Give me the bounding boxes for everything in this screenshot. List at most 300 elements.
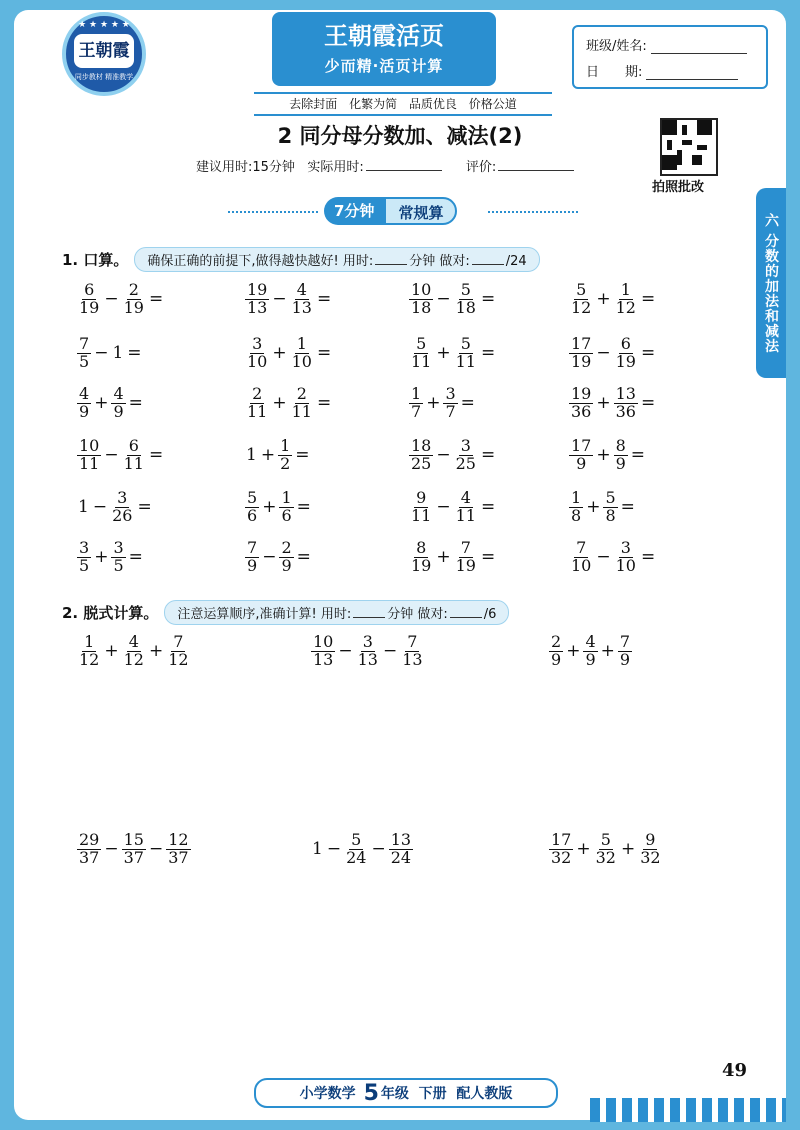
denominator: 13 [402,649,423,669]
denominator: 8 [605,505,616,525]
operator: + [576,839,591,860]
fraction [290,336,314,371]
fraction [569,336,593,371]
fraction [569,282,593,317]
fraction [77,832,101,867]
question-2-tip [164,600,509,625]
evaluation-label: 评价: [465,160,497,175]
lesson-title: 2 同分母分数加、减法(2) [277,124,523,148]
denominator: 19 [571,351,592,371]
fraction [110,490,134,525]
denominator: 13 [247,297,268,317]
operator: = [640,343,656,364]
decorative-stripes [590,1098,786,1122]
operator: = [640,393,656,414]
denominator: 11 [455,351,476,371]
denominator: 32 [595,847,616,867]
numerator: 19 [571,384,592,403]
numerator: 10 [313,632,334,651]
denominator: 12 [79,649,100,669]
denominator: 37 [79,847,100,867]
fraction [618,634,632,669]
oral-problem [568,282,657,317]
class-info-box [572,25,768,89]
oral-problem [76,386,145,421]
numerator: 13 [615,384,636,403]
oral-problem [76,490,154,525]
denominator: 5 [79,555,90,575]
operator: = [620,497,635,518]
denominator: 9 [585,649,596,669]
numerator: 17 [571,436,592,455]
question-2-header [62,600,509,625]
tip-text: 分钟 做对: [387,607,448,622]
operator: − [104,445,119,466]
denominator: 5 [79,351,90,371]
denominator: 36 [615,401,636,421]
oral-problem [568,438,647,473]
numerator: 8 [615,436,626,455]
qr-label: 拍照批改 [652,180,705,195]
denominator: 24 [390,847,412,867]
numerator: 2 [281,538,292,557]
tip-text: /6 [483,607,497,622]
denominator: 32 [551,847,572,867]
denominator: 25 [455,453,476,473]
denominator: 9 [551,649,562,669]
book-footer [254,1078,558,1108]
operator: = [148,445,164,466]
denominator: 5 [113,555,124,575]
chapter-tab: 六 分数的加法和减法 [756,188,786,378]
numerator: 2 [252,384,263,403]
operator: − [596,547,611,568]
operator: − [148,839,164,860]
numerator: 7 [79,334,90,353]
question-2-title: 2. 脱式计算。 [62,604,159,622]
oral-problem [244,540,313,575]
numerator: 3 [79,538,90,557]
fraction [279,540,293,575]
operator: = [316,343,332,364]
oral-problem [244,282,333,317]
fraction [569,490,583,525]
numerator: 5 [460,334,471,353]
numerator: 1 [296,334,307,353]
numerator: 5 [247,488,258,507]
oral-problem [244,386,333,421]
brand-banner [272,12,496,86]
numerator: 3 [460,436,471,455]
time-blank[interactable] [353,605,385,618]
operator: + [272,393,287,414]
denominator: 10 [615,555,636,575]
numerator: 1 [620,280,631,299]
numerator: 6 [84,280,95,299]
numerator: 5 [605,488,616,507]
fraction [454,336,478,371]
section-header [324,197,457,225]
fraction [77,386,91,421]
denominator: 9 [615,453,626,473]
fraction [400,634,424,669]
fraction [245,490,259,525]
oral-problem [568,540,657,575]
class-name-field[interactable] [651,41,747,54]
operator: − [338,641,353,662]
numerator: 1 [411,384,422,403]
numerator: 6 [620,334,631,353]
question-1-header [62,247,540,272]
operator: = [640,547,656,568]
fraction [389,832,413,867]
numerator: 2 [128,280,139,299]
denominator: 9 [113,401,124,421]
fraction [245,540,259,575]
logo-tagline: 同步教材 精准教学 [74,73,134,81]
numerator: 19 [247,280,268,299]
numerator: 9 [416,488,427,507]
numerator: 5 [576,280,587,299]
fraction [122,438,146,473]
operator: − [382,641,398,662]
operator: = [640,289,656,310]
operator: − [596,343,611,364]
publisher-logo [62,12,146,96]
denominator: 9 [247,555,258,575]
operator: = [128,393,143,414]
tip-text: 分钟 做对: [409,254,470,269]
oral-problem [408,386,477,421]
oral-problem [244,438,312,473]
operator: + [262,497,277,518]
numerator: 7 [460,538,471,557]
fraction [409,490,433,525]
numerator: 4 [296,280,307,299]
oral-problem [568,490,637,525]
denominator: 37 [123,847,144,867]
denominator: 13 [313,649,334,669]
question-1-title: 1. 口算。 [62,251,129,269]
operator: − [94,343,109,364]
written-problem [310,634,426,669]
operator: = [148,289,164,310]
fraction [245,336,269,371]
denominator: 11 [247,401,268,421]
operator: + [426,393,441,414]
fraction [454,282,478,317]
fraction [290,282,314,317]
denominator: 10 [247,351,268,371]
fraction [77,634,101,669]
denominator: 19 [615,351,636,371]
denominator: 7 [445,401,456,421]
fraction [454,540,478,575]
numerator: 13 [390,830,412,849]
fraction [409,438,433,473]
section-name: 常规算 [384,197,457,225]
numerator: 1 [281,488,292,507]
denominator: 6 [247,505,258,525]
date-field[interactable] [646,67,738,80]
footer-volume: 下册 [418,1086,447,1102]
denominator: 10 [571,555,592,575]
numerator: 12 [168,830,189,849]
operator: + [94,547,109,568]
operator: = [316,289,332,310]
oral-problem [76,540,145,575]
fraction [549,634,563,669]
oral-problem [408,540,497,575]
numerator: 4 [460,488,471,507]
fraction [614,336,638,371]
numerator: 3 [113,538,124,557]
numerator: 1 [84,632,95,651]
denominator: 18 [411,297,432,317]
fraction [122,282,146,317]
fraction [344,832,368,867]
denominator: 37 [168,847,189,867]
operator: − [436,445,451,466]
denominator: 11 [123,453,144,473]
operator: + [600,641,615,662]
fraction [77,540,91,575]
denominator: 11 [411,351,432,371]
oral-problem [76,336,144,371]
motto: 去除封面 化繁为简 品质优良 价格公道 [254,92,552,116]
denominator: 32 [640,847,661,867]
numerator: 15 [123,830,144,849]
whole-number: 1 [112,343,124,364]
oral-problem [76,282,165,317]
operator: − [104,839,119,860]
numerator: 1 [280,436,291,455]
operator: = [296,547,311,568]
numerator: 3 [117,488,128,507]
numerator: 7 [247,538,258,557]
fraction [311,634,335,669]
fraction [443,386,457,421]
operator: = [127,343,142,364]
logo-text: 王朝霞 [74,34,134,68]
fraction [594,832,618,867]
numerator: 10 [79,436,100,455]
whole-number: 1 [246,445,257,466]
denominator: 18 [455,297,476,317]
denominator: 19 [455,555,476,575]
written-problem [548,634,633,669]
operator: = [295,445,310,466]
operator: + [596,289,611,310]
operator: − [436,497,451,518]
fraction [77,336,91,371]
oral-problem [568,336,657,371]
oral-problem [408,282,497,317]
divider-right [488,211,578,213]
denominator: 19 [123,297,144,317]
operator: + [260,445,276,466]
operator: = [480,289,496,310]
fraction [614,386,638,421]
class-name-label: 班级/姓名: [586,39,647,54]
numerator: 3 [252,334,263,353]
written-problem [310,832,414,867]
time-blank[interactable] [375,252,407,265]
denominator: 10 [291,351,312,371]
fraction [409,540,433,575]
operator: = [480,445,496,466]
written-problem [76,832,192,867]
brand-subtitle: 少而精·活页计算 [324,57,444,75]
fraction [245,282,269,317]
operator: − [92,497,108,518]
fraction [278,438,292,473]
denominator: 13 [291,297,312,317]
divider-left [228,211,318,213]
fraction [614,282,638,317]
numerator: 9 [645,830,656,849]
operator: − [262,547,277,568]
numerator: 17 [571,334,592,353]
denominator: 25 [411,453,432,473]
denominator: 11 [291,401,312,421]
numerator: 2 [296,384,307,403]
numerator: 6 [128,436,139,455]
fraction [583,634,597,669]
numerator: 5 [460,280,471,299]
numerator: 29 [79,830,100,849]
operator: = [137,497,152,518]
operator: + [104,641,119,662]
denominator: 11 [411,505,432,525]
operator: = [128,547,143,568]
numerator: 4 [585,632,596,651]
operator: + [566,641,581,662]
fraction [122,634,146,669]
operator: − [326,839,342,860]
denominator: 19 [79,297,100,317]
actual-time-label: 实际用时: [307,160,364,175]
numerator: 7 [576,538,587,557]
denominator: 12 [615,297,636,317]
oral-problem [244,490,313,525]
numerator: 18 [411,436,432,455]
operator: = [480,497,496,518]
denominator: 9 [79,401,90,421]
operator: − [272,289,287,310]
oral-problem [76,438,165,473]
fraction [409,386,423,421]
fraction [603,490,617,525]
footer-edition: 配人教版 [456,1086,513,1102]
brand-name: 王朝霞活页 [324,21,444,50]
tip-text: 注意运算顺序,准确计算! 用时: [177,607,352,622]
footer-grade-number: 5 [363,1080,379,1106]
numerator: 3 [362,632,373,651]
fraction [549,832,573,867]
fraction [569,438,593,473]
tip-text: 确保正确的前提下,做得越快越好! 用时: [147,254,374,269]
fraction [356,634,380,669]
denominator: 2 [280,453,291,473]
logo-stars: ★ ★ ★ ★ ★ [78,20,130,30]
numerator: 17 [551,830,572,849]
operator: + [596,393,611,414]
date-label: 日 期: [586,65,643,80]
written-problem [76,634,192,669]
operator: = [316,393,332,414]
operator: = [296,497,311,518]
written-problem [548,832,664,867]
evaluation-field[interactable] [498,158,574,171]
numerator: 3 [445,384,456,403]
denominator: 8 [571,505,582,525]
fraction [77,438,101,473]
denominator: 19 [411,555,432,575]
denominator: 12 [571,297,592,317]
time-info [196,156,594,175]
denominator: 7 [411,401,422,421]
suggested-time: 建议用时:15分钟 [196,160,295,175]
correct-blank[interactable] [472,252,504,265]
fraction [409,336,433,371]
operator: = [480,343,496,364]
operator: − [436,289,451,310]
fraction [290,386,314,421]
operator: + [586,497,601,518]
question-1-tip [134,247,539,272]
oral-problem [568,386,657,421]
actual-time-field[interactable] [366,158,442,171]
footer-subject: 小学数学 [299,1086,356,1102]
qr-code[interactable] [660,118,718,176]
oral-problem [244,336,333,371]
numerator: 8 [416,538,427,557]
numerator: 4 [113,384,124,403]
fraction [166,634,190,669]
denominator: 12 [168,649,189,669]
numerator: 4 [79,384,90,403]
oral-problem [408,438,497,473]
fraction [454,490,478,525]
fraction [638,832,662,867]
numerator: 5 [416,334,427,353]
fraction [569,386,593,421]
fraction [614,540,638,575]
operator: = [460,393,475,414]
denominator: 36 [571,401,592,421]
operator: + [272,343,287,364]
correct-blank[interactable] [450,605,482,618]
numerator: 4 [128,632,139,651]
operator: = [630,445,646,466]
operator: − [371,839,386,860]
numerator: 5 [351,830,362,849]
numerator: 7 [173,632,184,651]
numerator: 7 [619,632,631,651]
tip-text: /24 [505,254,527,269]
fraction [409,282,433,317]
operator: + [94,393,109,414]
denominator: 24 [346,847,367,867]
operator: + [436,547,451,568]
operator: + [148,641,164,662]
numerator: 5 [600,830,611,849]
denominator: 13 [357,649,378,669]
fraction [122,832,146,867]
fraction [279,490,293,525]
page-number: 49 [722,1060,748,1081]
